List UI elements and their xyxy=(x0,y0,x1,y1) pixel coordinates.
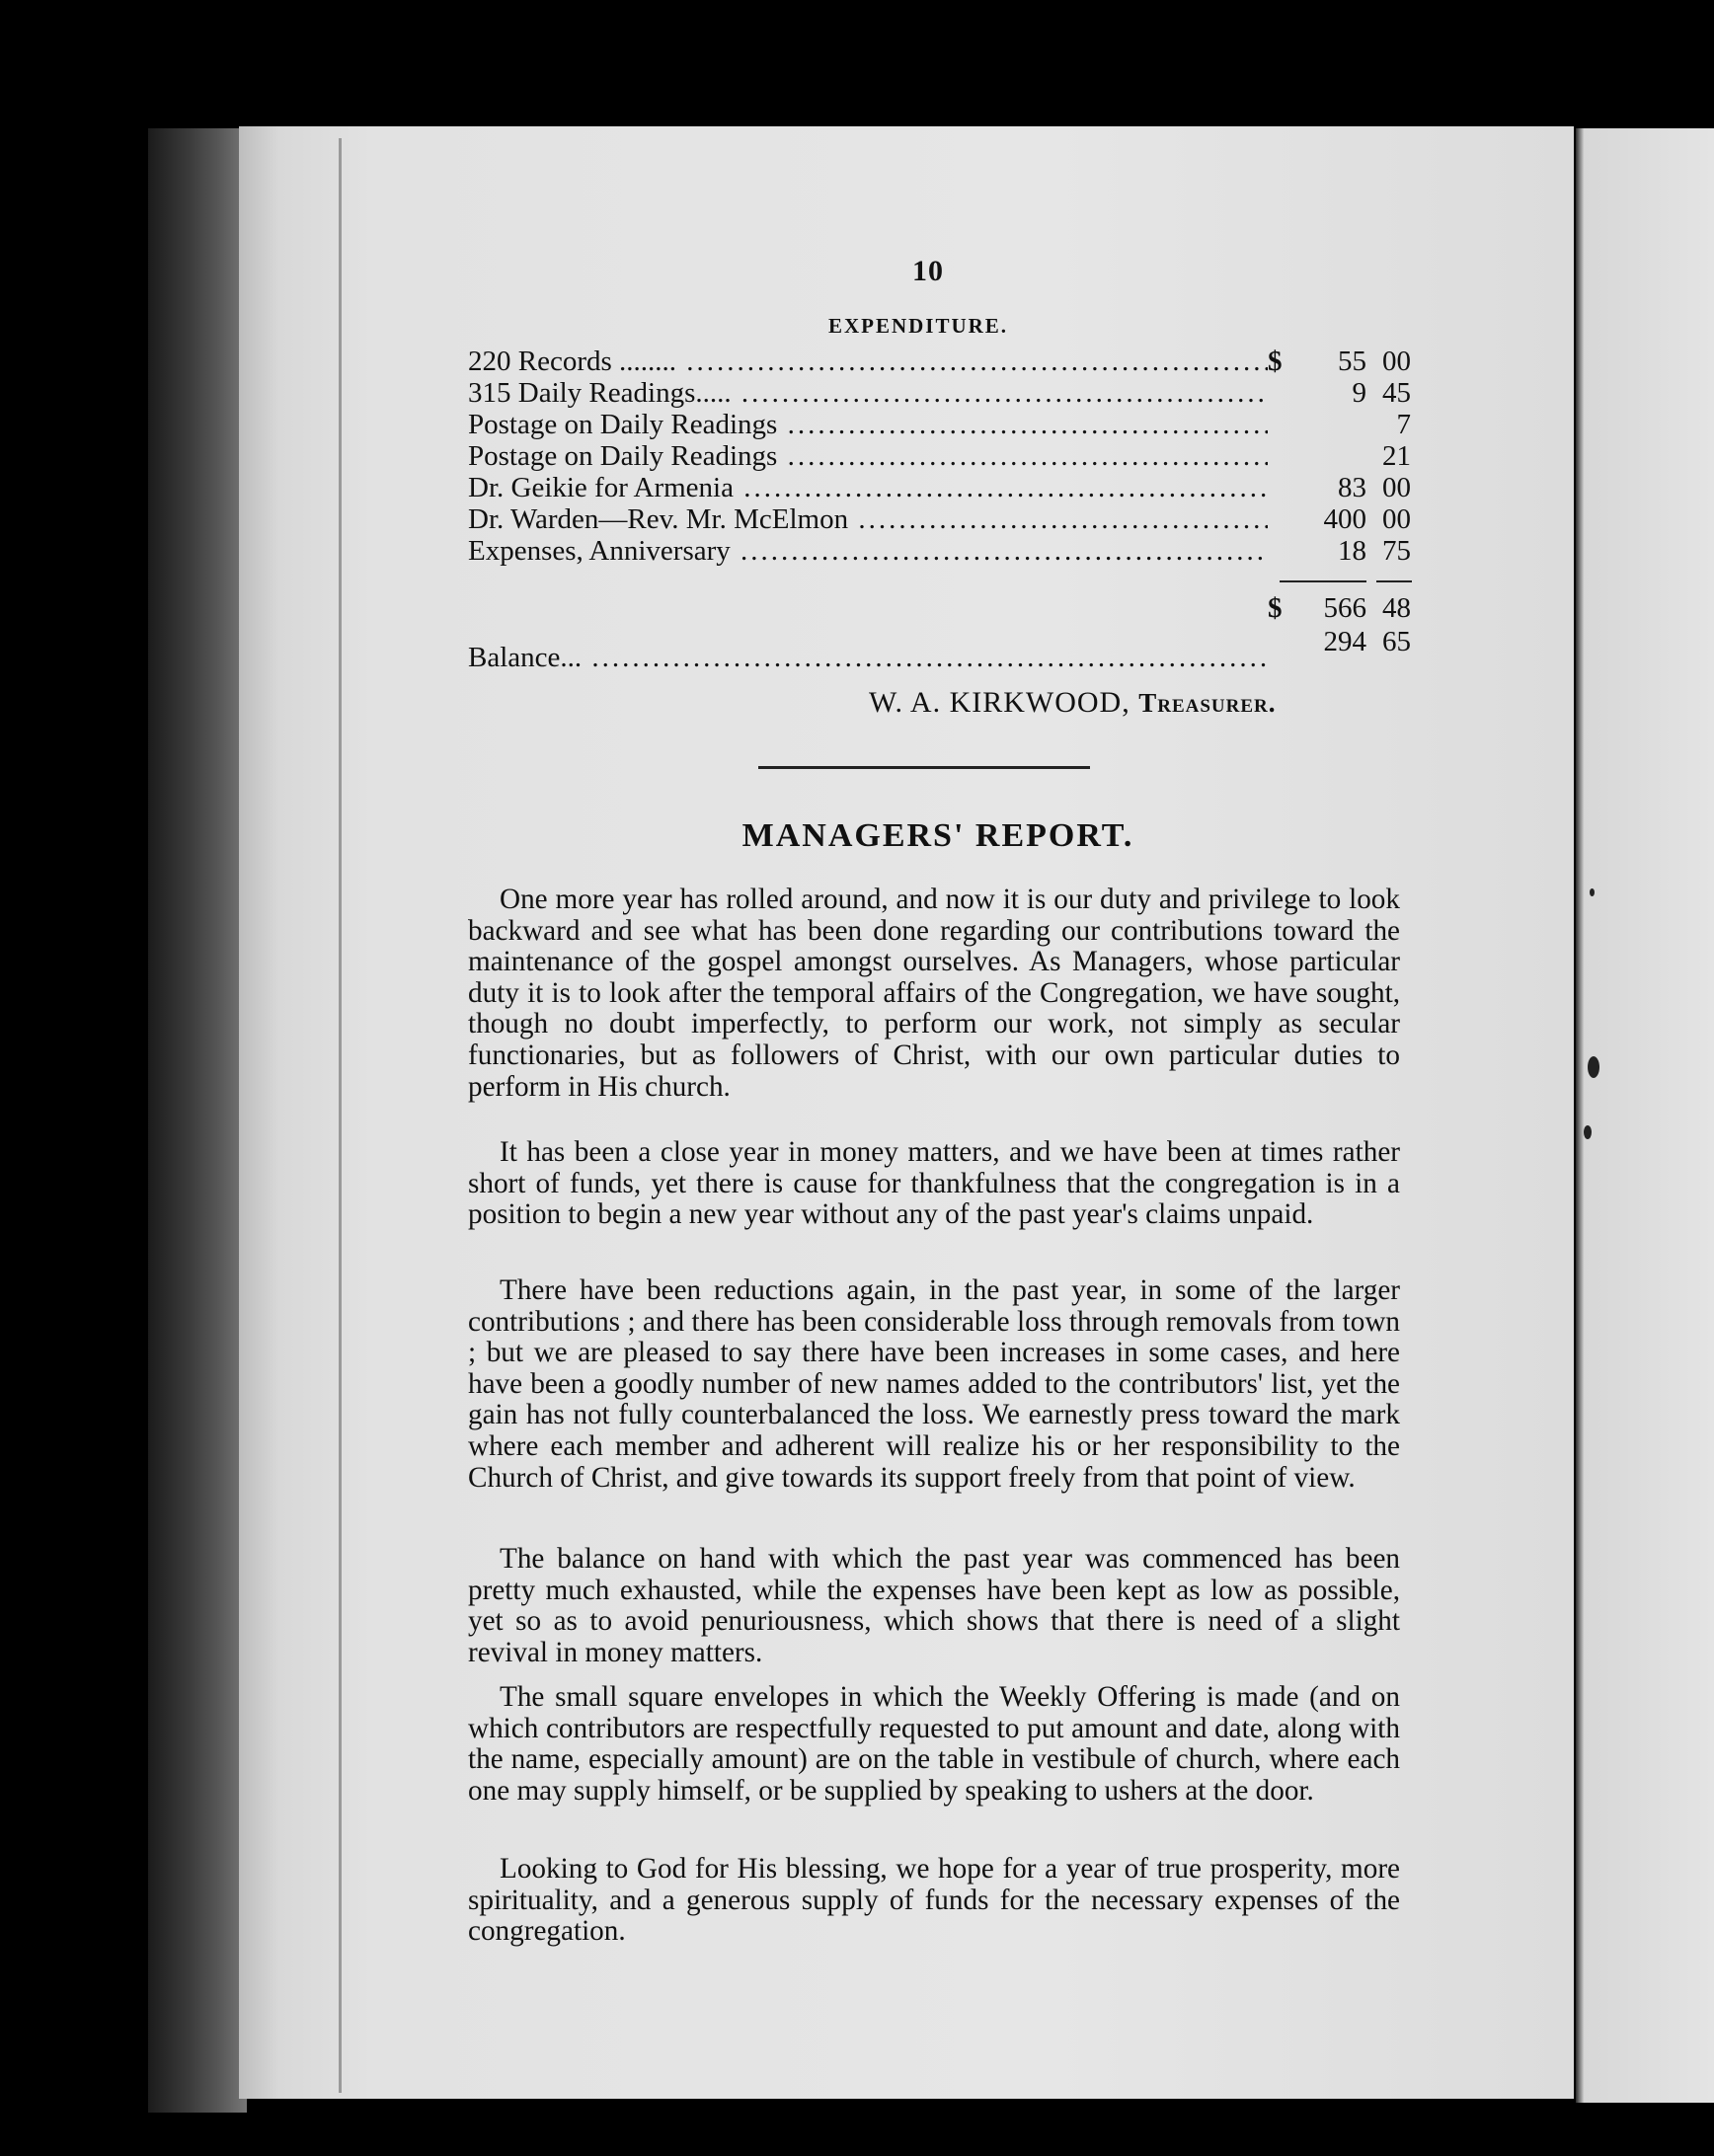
ledger-cents: 75 xyxy=(1382,535,1411,567)
ledger-balance-label-row xyxy=(468,640,1406,675)
ledger-cents: 21 xyxy=(1382,440,1411,472)
treasurer-title: Treasurer. xyxy=(1138,688,1277,718)
report-paragraph: Looking to God for His blessing, we hope for a year of true prosperity, more spirituality, and a generous supply of funds for the necessary expenses of the congregation. xyxy=(468,1853,1400,1948)
ledger-dollars: 400 xyxy=(1323,503,1366,535)
sum-rule-cents xyxy=(1376,580,1412,582)
ledger-cents: 00 xyxy=(1382,346,1411,377)
page-number: 10 xyxy=(912,255,944,287)
book-binding-shadow xyxy=(148,128,247,2113)
ledger-item-label: Postage on Daily Readings ..... xyxy=(468,407,1268,442)
report-paragraph: It has been a close year in money matters, and we have been at times rather short of funds, yet there is cause for thankfulness that the congregation is in a position to begin a new year without any of the past year's claims unpaid. xyxy=(468,1136,1400,1231)
ledger-item-label: Postage on Daily Readings ..... xyxy=(468,438,1268,474)
currency-sign: $ xyxy=(1268,346,1283,377)
ledger-total-dollars: 566 xyxy=(1323,592,1366,624)
ledger-cents: 00 xyxy=(1382,472,1411,503)
ledger-dollars: 55 xyxy=(1338,346,1366,377)
ledger-balance-dollars: 294 xyxy=(1323,626,1366,657)
treasurer-signature xyxy=(869,686,1363,720)
treasurer-name: W. A. KIRKWOOD, xyxy=(869,686,1130,719)
report-paragraph: The small square envelopes in which the Weekly Offering is made (and on which contributors are respectfully requested to put amount and date, along with the name, especially amount) are on the table in vestibule of church, where each one may supply himself, or be supplied by speaking to ushers at the door. xyxy=(468,1681,1400,1807)
balance-label: Balance... ..... xyxy=(468,640,1268,675)
report-heading: MANAGERS' REPORT. xyxy=(741,817,1134,854)
ledger-item-label: Dr. Warden—Rev. Mr. McElmon ..... xyxy=(468,501,1268,537)
ink-speck xyxy=(1584,1125,1592,1139)
ledger-row xyxy=(468,375,1411,411)
ledger-row xyxy=(468,344,1411,379)
ledger-total-cents: 48 xyxy=(1382,592,1411,624)
report-paragraph: One more year has rolled around, and now it is our duty and privilege to look backward and see what has been done regarding our contributions toward the maintenance of the gospel amongst ourselves. As Managers, whose particular duty it is to look after the temporal affairs of the Congregation, we have sought, though no doubt imperfectly, to perform our work, not simply as secular functionaries, but as followers of Christ, with our own particular duties to perform in His church. xyxy=(468,884,1400,1103)
ledger-dollars: 9 xyxy=(1352,377,1366,409)
ledger-item-label: Dr. Geikie for Armenia ..... xyxy=(468,470,1268,505)
expenditure-title: EXPENDITURE. xyxy=(827,314,1009,338)
section-divider xyxy=(758,766,1090,769)
ink-speck xyxy=(1590,888,1595,896)
ledger-cents: 00 xyxy=(1382,503,1411,535)
ledger-dollars: 18 xyxy=(1338,535,1366,567)
ledger-row xyxy=(468,438,1411,474)
page-edge-line xyxy=(339,138,342,2093)
ledger-dollars: 83 xyxy=(1338,472,1366,503)
ledger-row xyxy=(468,407,1411,442)
adjacent-page-edge xyxy=(1576,128,1714,2103)
ledger-item-label: Expenses, Anniversary ..... xyxy=(468,533,1268,569)
ledger-cents: 7 xyxy=(1396,409,1411,440)
currency-sign: $ xyxy=(1268,592,1283,624)
report-paragraph: There have been reductions again, in the past year, in some of the larger contributions ; and there has been considerable loss through removals from town ; but we are pleased to say there have been increases in some cases, and here have been a goodly number of new names added to the contributors' list, yet the gain has not fully counterbalanced the loss. We earnestly press toward the mark where each member and adherent will realize his or her responsibility to the Church of Christ, and give towards its support freely from that point of view. xyxy=(468,1274,1400,1494)
ledger-total-row xyxy=(468,590,1411,626)
ink-speck xyxy=(1588,1056,1599,1078)
sum-rule-dollars xyxy=(1280,580,1366,582)
ledger-cents: 45 xyxy=(1382,377,1411,409)
ledger-row xyxy=(468,533,1411,569)
ledger-item-label: 315 Daily Readings..... ..... xyxy=(468,375,1268,411)
ledger-row xyxy=(468,501,1411,537)
report-paragraph: The balance on hand with which the past year was commenced has been pretty much exhausted, while the expenses have been kept as low as possible, yet so as to avoid penuriousness, which shows that there is need of a slight revival in money matters. xyxy=(468,1543,1400,1668)
ledger-item-label: 220 Records ........ ..... xyxy=(468,344,1268,379)
ledger-balance-cents: 65 xyxy=(1382,626,1411,657)
ledger-row xyxy=(468,470,1411,505)
